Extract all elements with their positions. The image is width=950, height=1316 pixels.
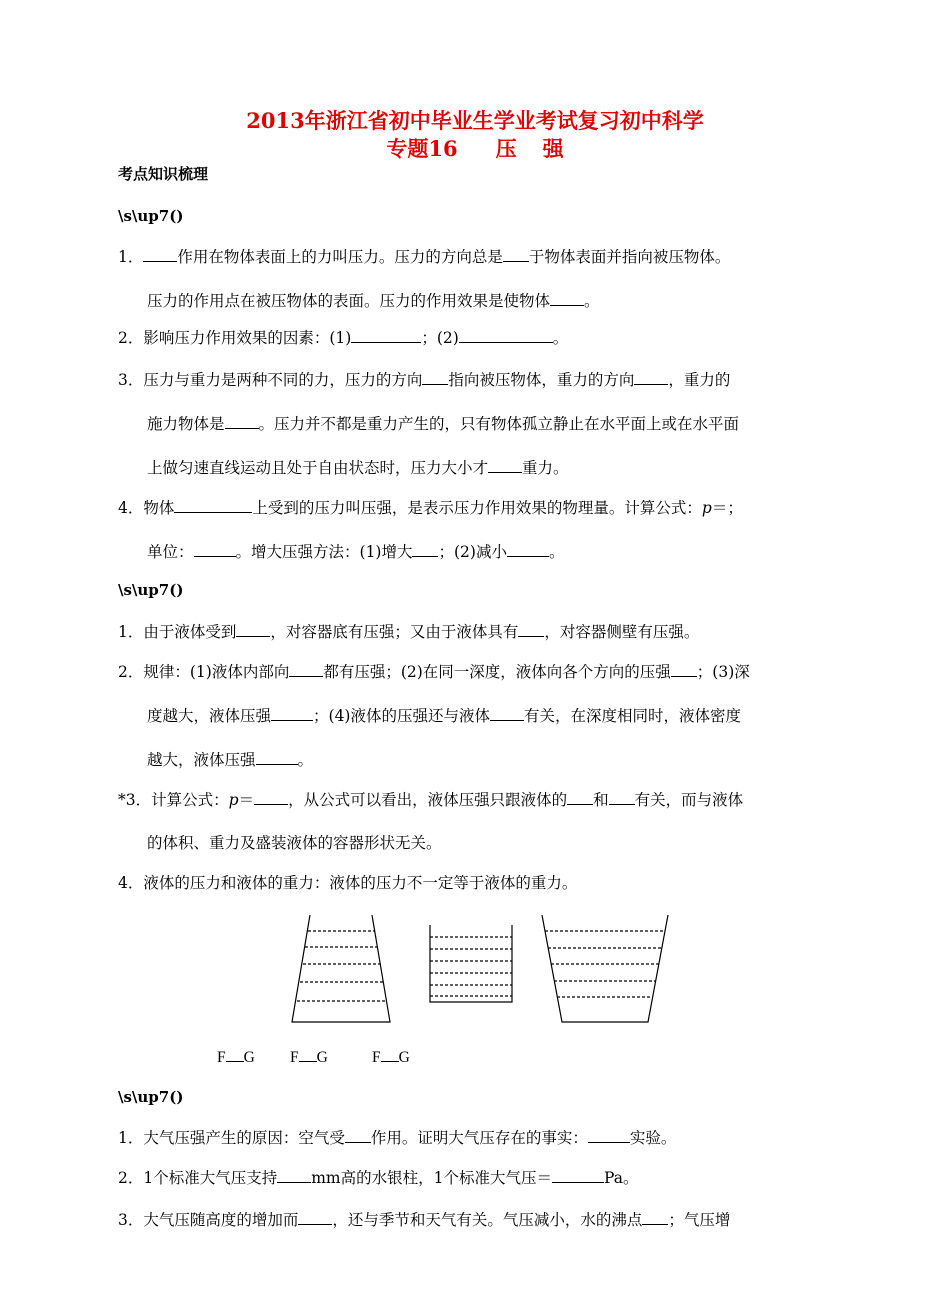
s2-item3-cont: 的体积、重力及盛装液体的容器形状无关。	[147, 834, 442, 852]
blank	[174, 496, 252, 513]
section-heading: 考点知识梳理	[118, 165, 209, 183]
subtitle-word-1: 压	[495, 136, 517, 161]
blank	[143, 245, 177, 262]
s1-item2: 2．影响压力作用效果的因素：(1) ；(2) 。	[118, 326, 568, 349]
document-subtitle	[0, 136, 950, 162]
blank	[488, 456, 522, 473]
blank	[552, 1166, 604, 1183]
document-title: 2013年浙江省初中毕业生学业考试复习初中科学	[246, 108, 704, 133]
s1-item1: 1． 作用在物体表面上的力叫压力。压力的方向总是 于物体表面并指向被压物体。	[118, 245, 730, 268]
blank	[459, 326, 553, 343]
compare-label-3: F G	[372, 1049, 410, 1066]
compare-label-1: F G	[217, 1049, 255, 1066]
s2-item4: 4．液体的压力和液体的重力：液体的压力不一定等于液体的重力。	[118, 874, 578, 892]
s2-item2-cont2: 越大，液体压强 。	[147, 748, 313, 771]
blank	[256, 748, 298, 765]
blank	[671, 660, 697, 677]
s2-item2-cont1: 度越大，液体压强 ；(4)液体的压强还与液体 有关，在深度相同时，液体密度	[147, 704, 741, 727]
s3-item2: 2．1个标准大气压支持 mm高的水银柱，1个标准大气压＝ Pa。	[118, 1166, 638, 1189]
s1-item1-cont: 压力的作用点在被压物体的表面。压力的作用效果是使物体 。	[147, 289, 600, 312]
blank	[194, 540, 236, 557]
blank	[225, 412, 259, 429]
s3-item1: 1．大气压强产生的原因：空气受 作用。证明大气压存在的事实： 实验。	[118, 1126, 676, 1149]
s2-item2: 2．规律：(1)液体内部向 都有压强；(2)在同一深度，液体向各个方向的压强 ；(3)深	[118, 660, 750, 683]
blank	[634, 368, 668, 385]
subtitle-word-2: 强	[542, 136, 564, 161]
blank	[422, 368, 448, 385]
blank	[271, 704, 313, 721]
container-diagram	[280, 905, 680, 1030]
s1-item4-cont: 单位： 。增大压强方法：(1)增大 ；(2)减小 。	[147, 540, 564, 563]
s1-item4: 4．物体 上受到的压力叫压强，是表示压力作用效果的物理量。计算公式：p＝；	[118, 496, 743, 519]
s1-item3: 3．压力与重力是两种不同的力，压力的方向 指向被压物体，重力的方向 ，重力的	[118, 368, 730, 391]
blank	[503, 245, 529, 262]
s1-item3-cont2: 上做匀速直线运动且处于自由状态时，压力大小才 重力。	[147, 456, 569, 479]
blank	[507, 540, 549, 557]
blank	[567, 788, 593, 805]
subtitle-topic-number: 专题16	[386, 136, 458, 161]
compare-label-2: F G	[290, 1049, 328, 1066]
blank	[588, 1126, 630, 1143]
blank	[518, 620, 544, 637]
s2-item1: 1．由于液体受到 ，对容器底有压强；又由于液体具有 ，对容器侧壁有压强。	[118, 620, 699, 643]
blank	[236, 620, 270, 637]
s1-item3-cont1: 施力物体是 。压力并不都是重力产生的，只有物体孤立静止在水平面上或在水平面	[147, 412, 739, 435]
blank	[254, 788, 288, 805]
blank	[609, 788, 635, 805]
section-marker-1: \s\up7()	[118, 207, 184, 225]
section-marker-2: \s\up7()	[118, 581, 184, 599]
blank	[345, 1126, 371, 1143]
s2-item3: *3．计算公式：p＝ ，从公式可以看出，液体压强只跟液体的 和 有关，而与液体	[118, 788, 743, 811]
blank	[351, 326, 421, 343]
section-marker-3: \s\up7()	[118, 1088, 184, 1106]
blank	[289, 660, 323, 677]
blank	[642, 1208, 668, 1225]
blank	[277, 1166, 311, 1183]
blank	[412, 540, 438, 557]
blank	[550, 289, 584, 306]
s3-item3: 3．大气压随高度的增加而 ，还与季节和天气有关。气压减小，水的沸点 ；气压增	[118, 1208, 730, 1231]
blank	[490, 704, 524, 721]
blank	[298, 1208, 332, 1225]
